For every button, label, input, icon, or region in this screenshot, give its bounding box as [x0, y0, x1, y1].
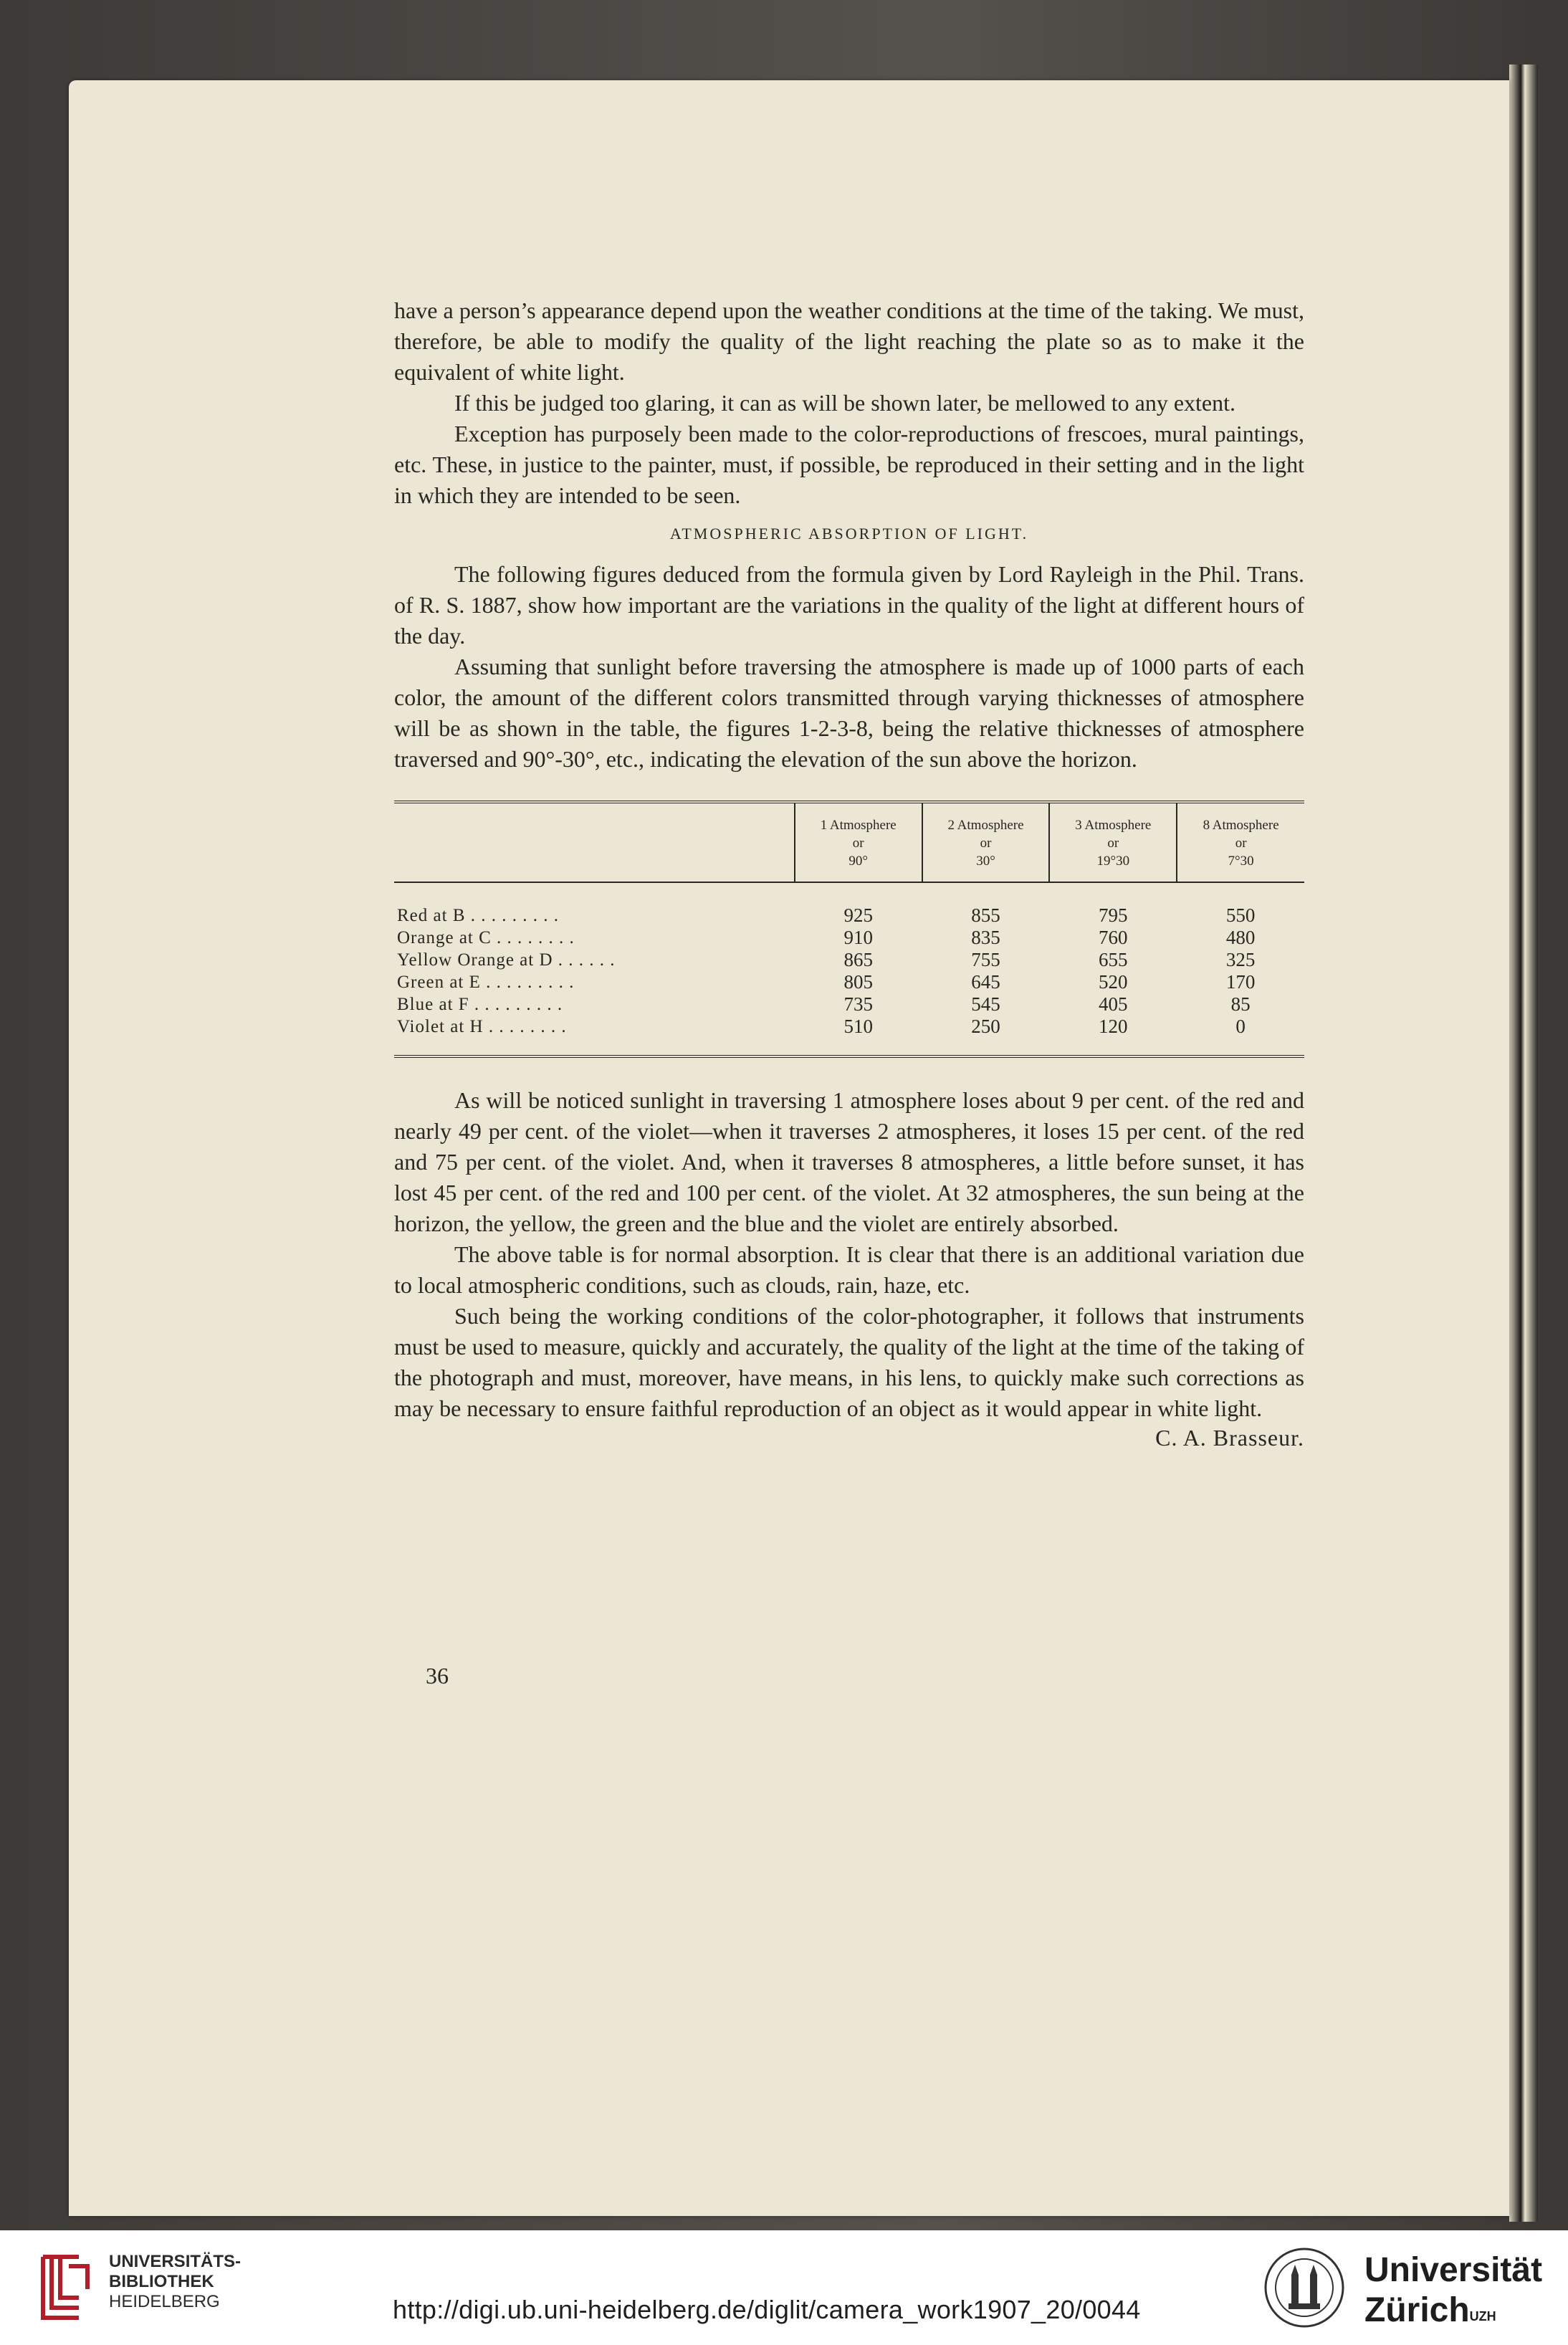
table-cell: 805: [843, 971, 873, 993]
column-header-or: or: [1235, 836, 1247, 851]
absorption-table: [394, 801, 1304, 1058]
table-row: [394, 993, 1304, 1016]
table-cell: 855: [971, 904, 1000, 926]
table-row: [394, 949, 1304, 971]
table-cell: 520: [1099, 971, 1128, 993]
table-row: [394, 971, 1304, 993]
page-number: 36: [426, 1663, 449, 1689]
table-cell: 835: [971, 927, 1000, 948]
uzh-superscript: UZH: [1469, 2309, 1496, 2323]
column-header-title: 3 Atmosphere: [1075, 818, 1152, 833]
row-label: Blue at F . . . . . . . . .: [397, 995, 563, 1014]
table-cell: 0: [1235, 1016, 1246, 1037]
paragraph-4: The following figures deduced from the formula given by Lord Rayleigh in the Phil. Trans. of R. S. 1887, show how important are the variations in the quality of the light at different hours of the day.: [394, 561, 1304, 649]
section-heading: ATMOSPHERIC ABSORPTION OF LIGHT.: [669, 525, 1029, 543]
table-row: [394, 882, 1304, 927]
page-edge: [1509, 65, 1538, 2222]
ub-name-line: HEIDELBERG: [109, 2292, 220, 2311]
source-url-link[interactable]: http://digi.ub.uni-heidelberg.de/diglit/camera_work1907_20/0044: [393, 2295, 1141, 2324]
viewer-footer: [0, 2230, 1568, 2345]
column-header-angle: 30°: [976, 854, 995, 869]
column-header-1: [795, 802, 922, 882]
paragraph-8: Such being the working conditions of the color-photographer, it follows that instruments must be used to measure, quickly and accurately, the quality of the light at the time of the taking of the photograph and must, moreover, have means, in his lens, to quickly make such corrections as may be necessary to ensure faithful reproduction of an object as it would appear in white light.: [394, 1303, 1304, 1421]
column-header-or: or: [980, 836, 992, 851]
table-cell: 910: [843, 927, 873, 948]
column-header-or: or: [1107, 836, 1119, 851]
column-header-angle: 19°30: [1096, 854, 1130, 869]
uzh-seal-icon: [1263, 2246, 1346, 2329]
column-header-title: 1 Atmosphere: [820, 818, 897, 833]
row-label: Yellow Orange at D . . . . . .: [397, 950, 616, 970]
table-cell: 865: [843, 949, 873, 970]
row-label: Violet at H . . . . . . . .: [397, 1017, 567, 1036]
column-header-title: 2 Atmosphere: [947, 818, 1024, 833]
table-cell: 510: [843, 1016, 873, 1037]
table-cell: 655: [1099, 949, 1128, 970]
paragraph-5: Assuming that sunlight before traversing the atmosphere is made up of 1000 parts of each color, the amount of the different colors transmitted through varying thicknesses of atmosphere will be as shown in the table, the figures 1-2-3-8, being the relative thicknesses of atmosphere traversed and 90°-30°, etc., indicating the elevation of the sun above the horizon.: [394, 654, 1304, 772]
table-cell: 325: [1225, 949, 1256, 970]
table-cell: 760: [1099, 927, 1128, 948]
ub-name-line: UNIVERSITÄTS-: [109, 2252, 242, 2271]
column-header-title: 8 Atmosphere: [1203, 818, 1279, 833]
table-cell: 925: [843, 904, 873, 926]
uzh-name: [1364, 2250, 1542, 2331]
paragraph-7: The above table is for normal absorption. It is clear that there is an additional variation due to local atmospheric conditions, such as clouds, rain, haze, etc.: [394, 1241, 1304, 1298]
table-row: [394, 1016, 1304, 1056]
table-cell: 405: [1099, 993, 1128, 1015]
ub-heidelberg-name: [109, 2252, 241, 2312]
table-cell: 250: [971, 1016, 1000, 1037]
table-row: [394, 927, 1304, 949]
table-cell: 480: [1225, 927, 1256, 948]
row-label: Green at E . . . . . . . . .: [397, 973, 575, 992]
paragraph-3: Exception has purposely been made to the color-reproductions of frescoes, mural paintings, etc. These, in justice to the painter, must, if possible, be reproduced in their setting and in the light in which they are intended to be seen.: [394, 421, 1304, 508]
row-label: Orange at C . . . . . . . .: [397, 928, 575, 947]
author-signature: C. A. Brasseur.: [1155, 1425, 1304, 1451]
paragraph-6: As will be noticed sunlight in traversing 1 atmosphere loses about 9 per cent. of the red and nearly 49 per cent. of the violet—when it traverses 2 atmospheres, it loses 15 per cent. of the red and 75 per cent. of the violet. And, when it traverses 8 atmospheres, a little before sunset, it has lost 45 per cent. of the red and 100 per cent. of the violet. At 32 atmospheres, the sun being at the horizon, the yellow, the green and the blue and the violet are entirely absorbed.: [394, 1087, 1304, 1236]
uzh-name-line-2: [1364, 2291, 1542, 2331]
column-header-angle: 90°: [848, 854, 869, 869]
table-cell: 545: [971, 993, 1000, 1015]
table-cell: 170: [1225, 971, 1256, 993]
table-cell: 755: [971, 949, 1000, 970]
table-cell: 120: [1099, 1016, 1128, 1037]
row-label: Red at B . . . . . . . . .: [397, 906, 559, 925]
page-content: [394, 295, 1304, 1453]
table-cell: 85: [1230, 993, 1251, 1015]
table-header-row: [394, 802, 1304, 882]
column-header-4: [1177, 802, 1304, 882]
ub-name-line: BIBLIOTHEK: [109, 2272, 214, 2291]
uzh-city: Zürich: [1364, 2291, 1470, 2329]
paragraph-2: If this be judged too glaring, it can as will be shown later, be mellowed to any extent.: [454, 390, 1235, 416]
column-header-or: or: [852, 836, 864, 851]
table-cell: 795: [1099, 904, 1128, 926]
uzh-name-line: Universität: [1364, 2251, 1543, 2289]
column-header-2: [922, 802, 1050, 882]
ub-heidelberg-logo-icon: [36, 2246, 93, 2325]
column-header-angle: 7°30: [1228, 854, 1254, 869]
column-header-3: [1049, 802, 1177, 882]
table-cell: 645: [971, 971, 1000, 993]
table-cell: 735: [843, 993, 873, 1015]
paragraph-1: have a person’s appearance depend upon the weather conditions at the time of the taking. We must, therefore, be able to modify the quality of the light reaching the plate so as to make it the equivalent of white light.: [394, 297, 1304, 385]
table-cell: 550: [1225, 904, 1256, 926]
header-blank-cell: [394, 802, 795, 882]
